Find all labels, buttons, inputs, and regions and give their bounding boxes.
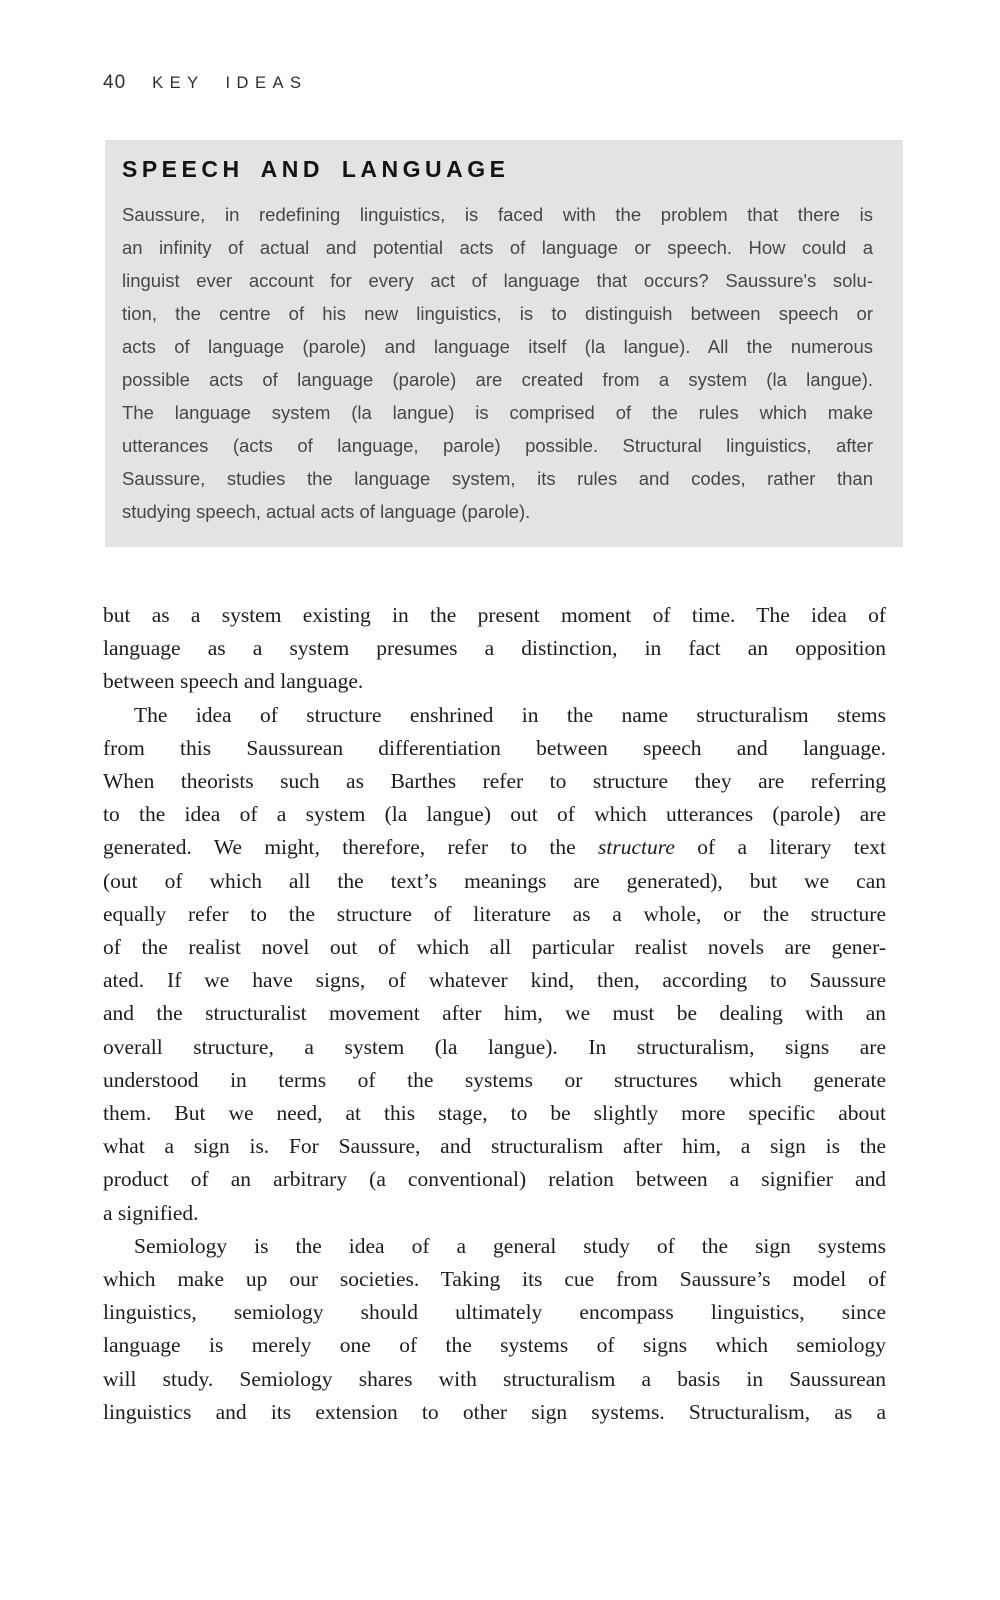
- text-run: (out of which all the text’s meanings are generated), but we can: [103, 868, 886, 893]
- text-line: [103, 1363, 886, 1396]
- text-line: [103, 765, 886, 798]
- text-run: When theorists such as Barthes refer to structure they are referring: [103, 769, 886, 794]
- text-line: [122, 396, 873, 429]
- callout-box-body: [122, 198, 873, 528]
- text-run: linguist ever account for every act of language that occurs? Saussure's solu-: [122, 270, 873, 291]
- text-run: tion, the centre of his new linguistics, is to distinguish between speech or: [122, 303, 873, 324]
- running-head: KEY IDEAS: [152, 74, 308, 92]
- text-run: linguistics and its extension to other sign systems. Structuralism, as a: [103, 1399, 886, 1424]
- paragraph: [103, 699, 886, 1230]
- text-line: [103, 898, 886, 931]
- text-run: language is merely one of the systems of signs which semiology: [103, 1333, 886, 1358]
- text-run: but as a system existing in the present moment of time. The idea of: [103, 603, 886, 627]
- text-run: equally refer to the structure of literature as a whole, or the structure: [103, 901, 886, 926]
- paragraph: [103, 599, 886, 699]
- body-text: [103, 599, 886, 1429]
- text-line: [122, 330, 873, 363]
- text-run: between speech and language.: [103, 669, 364, 694]
- text-run: overall structure, a system (la langue). In structuralism, signs are: [103, 1034, 886, 1059]
- text-run: Semiology is the idea of a general study of the sign systems: [134, 1233, 886, 1258]
- text-line: [103, 1197, 886, 1230]
- text-run: language as a system presumes a distinction, in fact an opposition: [103, 636, 886, 661]
- text-run: linguistics, semiology should ultimately encompass linguistics, since: [103, 1300, 886, 1325]
- text-run: The idea of structure enshrined in the name structuralism stems: [134, 702, 886, 727]
- text-run: Saussure, in redefining linguistics, is faced with the problem that there is: [122, 204, 873, 225]
- text-line: [103, 632, 886, 665]
- text-run: acts of language (parole) and language itself (la langue). All the numerous: [122, 336, 873, 357]
- text-line: [103, 865, 886, 898]
- callout-box-title: SPEECH AND LANGUAGE: [122, 156, 510, 182]
- text-line: [103, 1230, 886, 1263]
- text-run: which make up our societies. Taking its cue from Saussure’s model of: [103, 1267, 886, 1292]
- text-line: [122, 297, 873, 330]
- text-line: [103, 831, 886, 864]
- text-line: [103, 599, 886, 632]
- text-line: [103, 1031, 886, 1064]
- text-run: understood in terms of the systems or structures which generate: [103, 1067, 886, 1092]
- text-run: product of an arbitrary (a conventional) relation between a signifier and: [103, 1167, 886, 1192]
- text-line: [122, 462, 873, 495]
- page-header: [103, 72, 307, 94]
- text-line: [103, 997, 886, 1030]
- text-line: [103, 699, 886, 732]
- text-line: [103, 798, 886, 831]
- text-run: of a literary text: [674, 835, 886, 860]
- text-run: a signified.: [103, 1200, 199, 1225]
- italic-text-run: structure: [598, 835, 675, 860]
- text-line: [103, 931, 886, 964]
- text-line: [122, 198, 873, 231]
- text-run: what a sign is. For Saussure, and structuralism after him, a sign is the: [103, 1134, 886, 1159]
- text-line: [103, 1329, 886, 1362]
- text-run: them. But we need, at this stage, to be slightly more specific about: [103, 1101, 886, 1126]
- callout-box: [105, 140, 903, 547]
- text-line: [103, 1097, 886, 1130]
- text-line: [122, 363, 873, 396]
- text-run: will study. Semiology shares with structuralism a basis in Saussurean: [103, 1366, 886, 1391]
- text-line: [103, 1163, 886, 1196]
- text-run: Saussure, studies the language system, its rules and codes, rather than: [122, 468, 873, 489]
- paragraph: [103, 1230, 886, 1429]
- text-run: and the structuralist movement after him, we must be dealing with an: [103, 1001, 886, 1026]
- text-run: to the idea of a system (la langue) out of which utterances (parole) are: [103, 802, 886, 827]
- text-line: [122, 495, 873, 528]
- text-run: generated. We might, therefore, refer to the: [103, 835, 599, 860]
- text-line: [103, 1130, 886, 1163]
- text-line: [103, 665, 886, 698]
- text-line: [122, 264, 873, 297]
- page-number: 40: [103, 72, 127, 93]
- text-line: [103, 1396, 886, 1429]
- text-run: utterances (acts of language, parole) possible. Structural linguistics, after: [122, 435, 873, 456]
- text-line: [103, 1064, 886, 1097]
- paragraph: [122, 198, 873, 528]
- text-run: possible acts of language (parole) are created from a system (la langue).: [122, 369, 873, 390]
- text-line: [103, 964, 886, 997]
- text-run: The language system (la langue) is comprised of the rules which make: [122, 402, 873, 423]
- text-line: [122, 231, 873, 264]
- text-run: studying speech, actual acts of language (parole).: [122, 501, 531, 522]
- text-line: [103, 1296, 886, 1329]
- text-line: [122, 429, 873, 462]
- text-line: [103, 1263, 886, 1296]
- text-run: of the realist novel out of which all particular realist novels are gener-: [103, 935, 886, 960]
- text-line: [103, 732, 886, 765]
- text-run: an infinity of actual and potential acts of language or speech. How could a: [122, 237, 873, 258]
- text-run: from this Saussurean differentiation between speech and language.: [103, 735, 886, 760]
- text-run: ated. If we have signs, of whatever kind, then, according to Saussure: [103, 968, 886, 993]
